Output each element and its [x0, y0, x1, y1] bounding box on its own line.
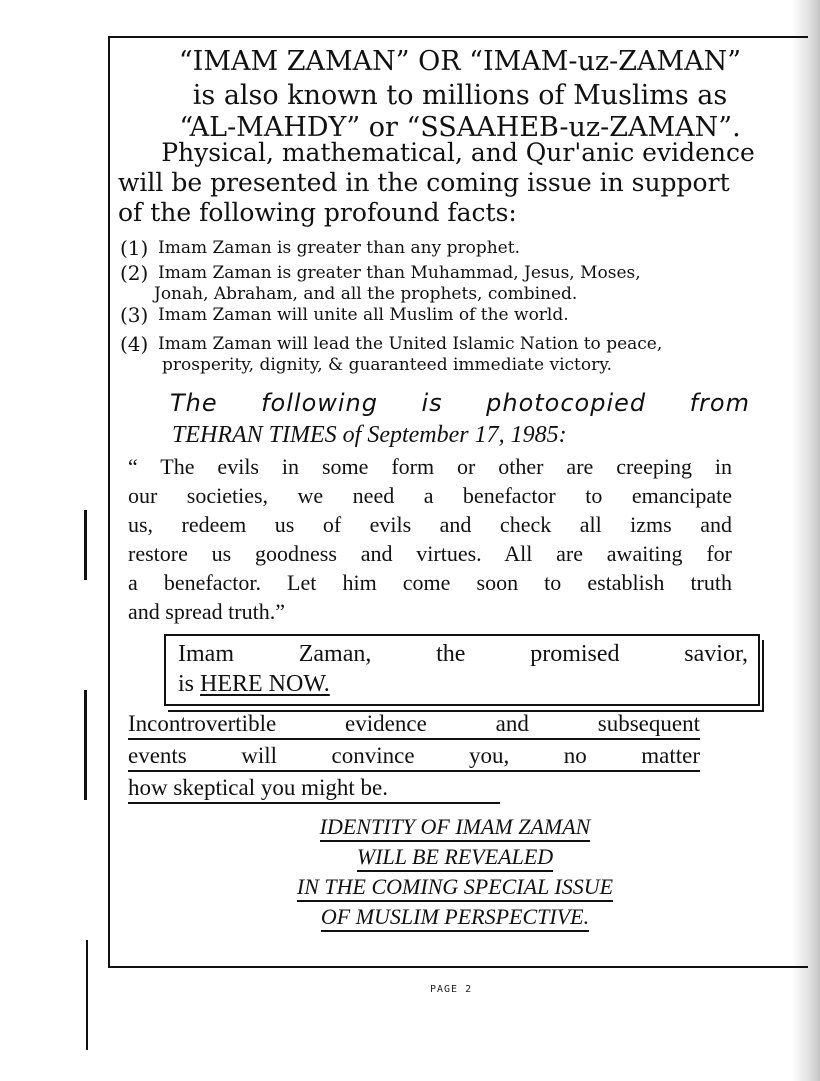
heading-line-2: is also known to millions of Muslims as	[192, 80, 728, 111]
newspaper-quote	[128, 452, 732, 626]
photocopy-word: from	[689, 389, 750, 417]
heading-line-3: “AL-MAHDY” or “SSAAHEB-uz-ZAMAN”.	[179, 112, 741, 143]
heading-line-1: “IMAM ZAMAN” OR “IMAM-uz-ZAMAN”	[178, 46, 742, 77]
savior-line-1	[178, 639, 748, 669]
reveal-announcement	[220, 812, 690, 932]
reveal-line: IDENTITY OF IMAM ZAMAN	[320, 813, 591, 842]
intro-line: will be presented in the coming issue in support	[118, 168, 730, 197]
evidence-paragraph	[128, 708, 700, 804]
fact-text: Jonah, Abraham, and all the prophets, combined.	[154, 284, 578, 304]
fact-text: prosperity, dignity, & guaranteed immediate victory.	[162, 355, 612, 375]
here-now-text: HERE NOW.	[200, 671, 330, 697]
reveal-line: WILL BE REVEALED	[357, 843, 553, 872]
page-number: PAGE 2	[430, 984, 473, 995]
margin-mark	[84, 510, 87, 580]
savior-box	[164, 634, 760, 706]
savior-word: Zaman,	[298, 641, 372, 667]
fact-number: (4)	[120, 332, 149, 356]
savior-line-2	[178, 669, 748, 699]
intro-line: of the following profound facts:	[118, 198, 517, 227]
quote-line: restore us goodness and virtues. All are awaiting for	[128, 541, 732, 566]
facts-list	[120, 238, 800, 376]
savior-prefix: is	[178, 671, 195, 697]
fact-item	[120, 334, 800, 376]
intro-line: Physical, mathematical, and Qur'anic evidence	[161, 138, 755, 167]
photocopy-word: The	[170, 389, 218, 417]
quote-line: us, redeem us of evils and check all izms and	[128, 512, 732, 537]
evidence-line: Incontrovertible evidence and subsequent	[128, 708, 700, 740]
quote-line: our societies, we need a benefactor to emancipate	[128, 483, 732, 508]
margin-mark	[84, 690, 87, 800]
savior-word: Imam	[178, 641, 234, 667]
evidence-line: events will convince you, no matter	[128, 740, 700, 772]
fact-item	[120, 263, 800, 305]
evidence-line: how skeptical you might be.	[128, 772, 500, 804]
fact-number: (2)	[120, 261, 149, 285]
margin-mark	[86, 940, 88, 1050]
intro-paragraph	[118, 138, 798, 228]
reveal-line: OF MUSLIM PERSPECTIVE.	[321, 903, 589, 932]
source-citation: TEHRAN TIMES of September 17, 1985:	[172, 422, 567, 448]
quote-line: “ The evils in some form or other are creeping in	[128, 454, 732, 479]
fact-number: (3)	[120, 303, 149, 327]
photocopy-word: following	[261, 389, 379, 417]
photocopy-word: photocopied	[486, 389, 647, 417]
savior-word: promised	[530, 641, 620, 667]
reveal-line: IN THE COMING SPECIAL ISSUE	[297, 873, 613, 902]
quote-line: and spread truth.”	[128, 599, 285, 624]
fact-number: (1)	[120, 236, 149, 260]
savior-word: the	[436, 641, 466, 667]
fact-text: Imam Zaman is greater than any prophet.	[158, 238, 520, 258]
savior-word: savior,	[684, 641, 748, 667]
quote-line: a benefactor. Let him come soon to establish truth	[128, 570, 732, 595]
photocopy-word: is	[421, 389, 443, 417]
fact-text: Imam Zaman will unite all Muslim of the world.	[158, 305, 569, 325]
photocopy-intro	[170, 388, 750, 418]
fact-text: Imam Zaman will lead the United Islamic Nation to peace,	[158, 334, 663, 354]
fact-item	[120, 305, 800, 326]
fact-item	[120, 238, 800, 259]
fact-text: Imam Zaman is greater than Muhammad, Jesus, Moses,	[158, 263, 641, 283]
